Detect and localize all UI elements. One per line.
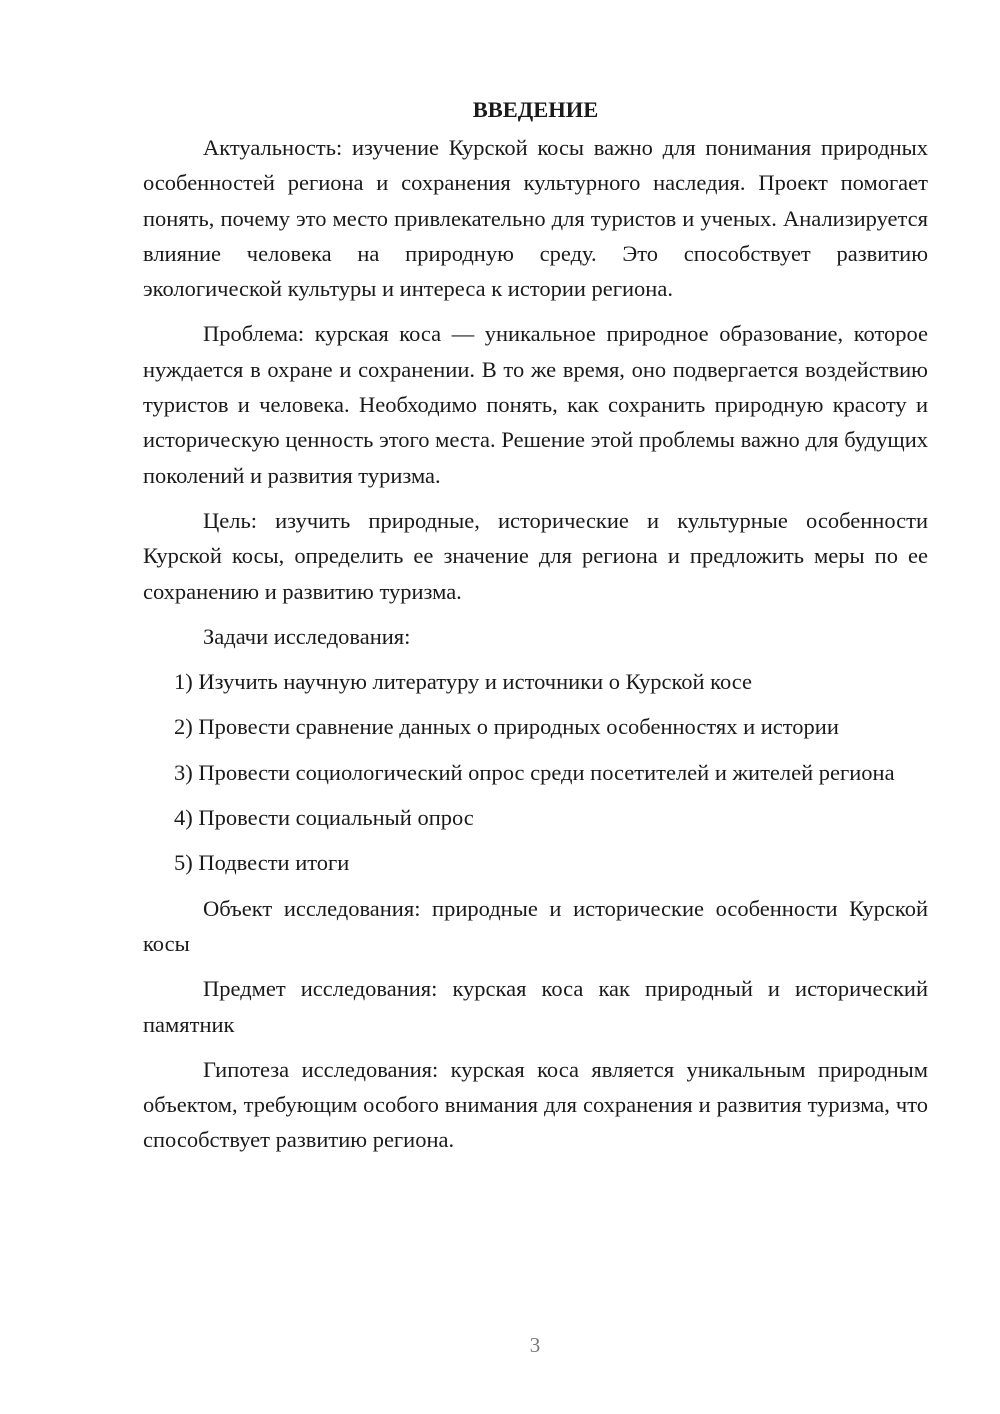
task-item-2: 2) Провести сравнение данных о природных особенностях и истории [174,714,839,740]
task-item-4: 4) Провести социальный опрос [174,805,474,831]
task-item-5: 5) Подвести итоги [174,850,350,876]
task-item-3: 3) Провести социологический опрос среди посетителей и жителей региона [174,759,895,785]
problem-paragraph: Проблема: курская коса — уникальное природное образование, которое нуждается в охране и сохранении. В то же время, оно подвергается воздействию туристов и человека. Необходимо понять, как сохранить природную красоту и историческую ценность этого места. Решение этой проблемы важно для будущих поколений и развития туризма. [143,321,928,488]
hypothesis-paragraph: Гипотеза исследования: курская коса является уникальным природным объектом, требующим особого внимания для сохранения и развития туризма, что способствует развитию региона. [143,1056,928,1153]
page-title: ВВЕДЕНИЕ [472,97,599,122]
goal-paragraph: Цель: изучить природные, исторические и культурные особенности Курской косы, определить ее значение для региона и предложить меры по ее сохранению и развитию туризма. [143,507,928,604]
subject-paragraph: Предмет исследования: курская коса как природный и исторический памятник [143,976,928,1037]
document-page [143,92,928,1168]
page-number: 3 [529,1333,541,1357]
tasks-list [143,664,928,880]
task-item-1: 1) Изучить научную литературу и источники о Курской косе [174,669,753,695]
relevance-paragraph: Актуальность: изучение Курской косы важно для понимания природных особенностей региона и сохранения культурного наследия. Проект помогает понять, почему это место привлекательно для туристов и ученых. Анализируется влияние человека на природную среду. Это способствует развитию экологической культуры и интереса к истории региона. [143,135,928,302]
object-paragraph: Объект исследования: природные и исторические особенности Курской косы [143,895,928,956]
tasks-heading: Задачи исследования: [203,623,411,649]
